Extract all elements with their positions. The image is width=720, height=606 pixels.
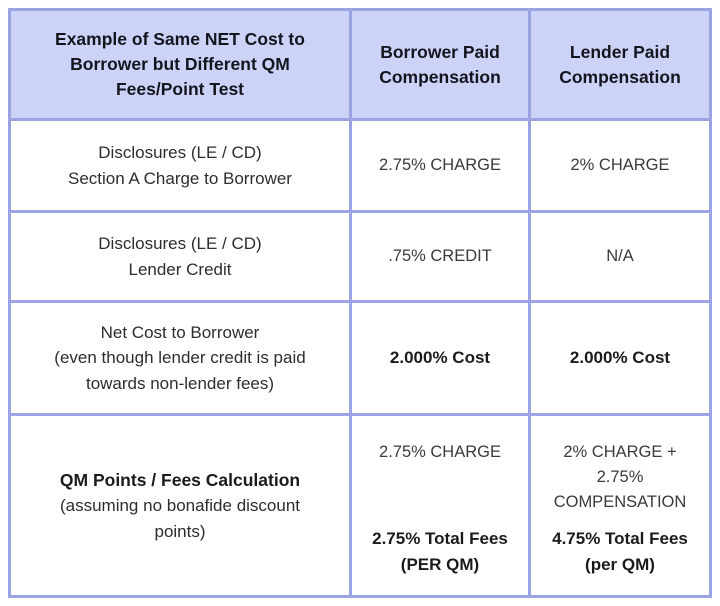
disclosures-charge-label-line2: Section A Charge to Borrower: [68, 168, 292, 188]
header-lender-line1: Lender Paid: [569, 41, 671, 62]
net-cost-borrower-value: 2.000% Cost: [389, 348, 491, 368]
qm-points-lender-total-line1: 4.75% Total Fees: [552, 529, 688, 548]
net-cost-label-line3: towards non-lender fees): [85, 373, 275, 393]
cell-lender-credit-lender: [531, 213, 709, 300]
cell-qm-points-lender: [531, 416, 709, 595]
qm-points-lender-charge-block: [554, 440, 687, 514]
qm-points-lender-charge-line3: COMPENSATION: [553, 492, 687, 511]
header-borrower-line1: Borrower Paid: [380, 41, 500, 62]
header-borrower-line2: Compensation: [379, 66, 501, 87]
lender-credit-lender-value: N/A: [606, 247, 634, 266]
qm-points-label-sub-line2: points): [154, 521, 206, 541]
qm-points-borrower-charge: 2.75% CHARGE: [379, 443, 501, 461]
qm-fees-comparison-table: [8, 8, 712, 598]
cell-qm-points-label: [11, 416, 349, 595]
cell-net-cost-borrower: [352, 303, 528, 413]
cell-disclosures-charge-lender: [531, 121, 709, 210]
cell-disclosures-charge-borrower: [352, 121, 528, 210]
qm-points-lender-total-block: [552, 526, 688, 577]
qm-points-borrower-total-line1: 2.75% Total Fees: [372, 529, 508, 548]
header-cell-example-title: [11, 11, 349, 118]
qm-points-borrower-charge-block: [379, 440, 501, 465]
net-cost-label-line2: (even though lender credit is paid: [54, 348, 306, 368]
cell-lender-credit-borrower: [352, 213, 528, 300]
header-cell-lender-paid: [531, 11, 709, 118]
qm-points-lender-total-line2: (per QM): [585, 554, 655, 574]
disclosures-charge-borrower-value: 2.75% CHARGE: [379, 156, 501, 175]
qm-points-label-sub-line1: (assuming no bonafide discount: [59, 496, 301, 516]
qm-points-lender-charge-line1: 2% CHARGE +: [563, 443, 677, 461]
disclosures-charge-label-line1: Disclosures (LE / CD): [98, 143, 262, 162]
header-example-line2: Borrower but Different QM: [70, 54, 290, 75]
qm-points-borrower-total-block: [372, 526, 508, 577]
lender-credit-borrower-value: .75% CREDIT: [388, 247, 492, 266]
cell-lender-credit-label: [11, 213, 349, 300]
header-cell-borrower-paid: [352, 11, 528, 118]
header-example-line1: Example of Same NET Cost to: [55, 29, 305, 50]
net-cost-lender-value: 2.000% Cost: [569, 348, 671, 368]
net-cost-label-line1: Net Cost to Borrower: [100, 322, 260, 342]
cell-qm-points-borrower: [352, 416, 528, 595]
lender-credit-label-line2: Lender Credit: [128, 259, 232, 279]
disclosures-charge-lender-value: 2% CHARGE: [570, 156, 670, 175]
cell-net-cost-label: [11, 303, 349, 413]
cell-disclosures-charge-label: [11, 121, 349, 210]
cell-net-cost-lender: [531, 303, 709, 413]
lender-credit-label-line1: Disclosures (LE / CD): [98, 234, 262, 253]
header-lender-line2: Compensation: [559, 66, 681, 87]
qm-points-lender-charge-line2: 2.75%: [596, 467, 644, 486]
qm-points-label-bold: QM Points / Fees Calculation: [59, 469, 301, 490]
header-example-line3: Fees/Point Test: [115, 78, 245, 99]
qm-points-borrower-total-line2: (PER QM): [400, 554, 480, 574]
